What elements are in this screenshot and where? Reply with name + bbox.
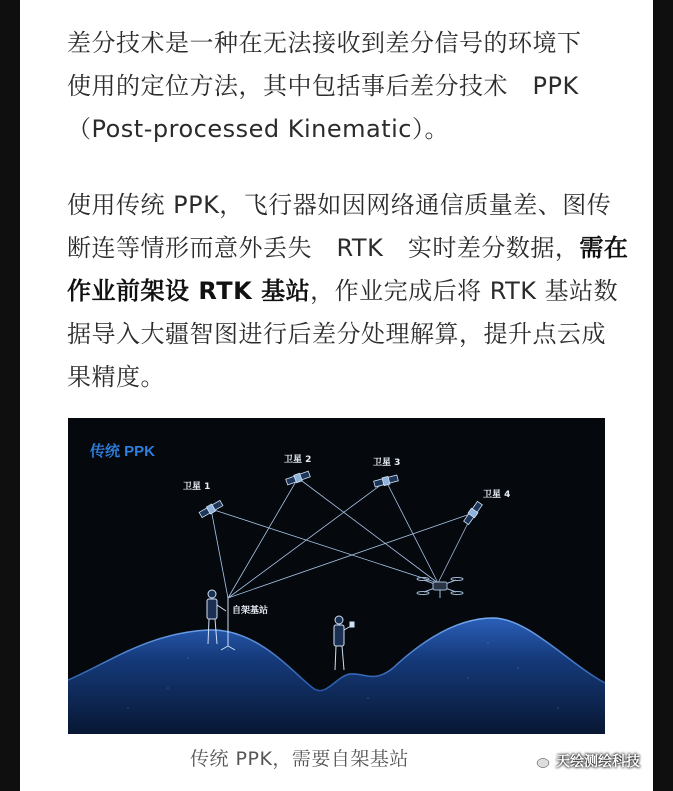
text-bold: 需在 <box>579 234 629 262</box>
ppk-diagram-graphic <box>68 418 605 734</box>
text-line: 据导入大疆智图进行后差分处理解算，提升点云成 <box>67 320 606 348</box>
text-bold: 作业前架设 RTK 基站 <box>67 277 311 305</box>
text-line <box>67 227 627 270</box>
text-line <box>67 270 627 313</box>
watermark <box>530 751 640 771</box>
satellite-2-label: 卫星 2 <box>284 455 312 465</box>
wechat-icon <box>530 754 550 768</box>
satellite-3-label: 卫星 3 <box>373 458 401 468</box>
watermark-text: 天绘测绘科技 <box>556 754 640 770</box>
figure-title: 传统 PPK <box>90 443 156 460</box>
article-page <box>20 0 653 791</box>
satellite-icon <box>463 501 483 525</box>
text-line: 差分技术是一种在无法接收到差分信号的环境下 <box>67 29 582 57</box>
satellite-icon <box>199 500 224 519</box>
satellite-1-label: 卫星 1 <box>183 482 211 492</box>
text-line: 使用传统 PPK，飞行器如因网络通信质量差、图传 <box>67 191 612 219</box>
text-normal: 断连等情形而意外丢失 RTK 实时差分数据， <box>67 234 580 262</box>
satellite-4-label: 卫星 4 <box>483 490 511 500</box>
text-line: （Post-processed Kinematic）。 <box>67 115 449 143</box>
ppk-illustration <box>68 418 605 734</box>
text-normal: ，作业完成后将 RTK 基站数 <box>310 277 619 305</box>
signal-lines <box>211 478 473 598</box>
paragraph-traditional-ppk <box>67 184 627 399</box>
text-line: 果精度。 <box>67 363 165 391</box>
satellite-icon <box>285 470 310 486</box>
satellite-icon <box>373 474 398 488</box>
text-line: 使用的定位方法，其中包括事后差分技术 PPK <box>67 72 579 100</box>
drone-icon <box>417 578 463 599</box>
paragraph-ppk-intro <box>67 22 627 151</box>
figure-caption: 传统 PPK，需要自架基站 <box>190 748 409 770</box>
base-station-label: 自架基站 <box>232 606 269 616</box>
person-icon <box>334 616 354 670</box>
